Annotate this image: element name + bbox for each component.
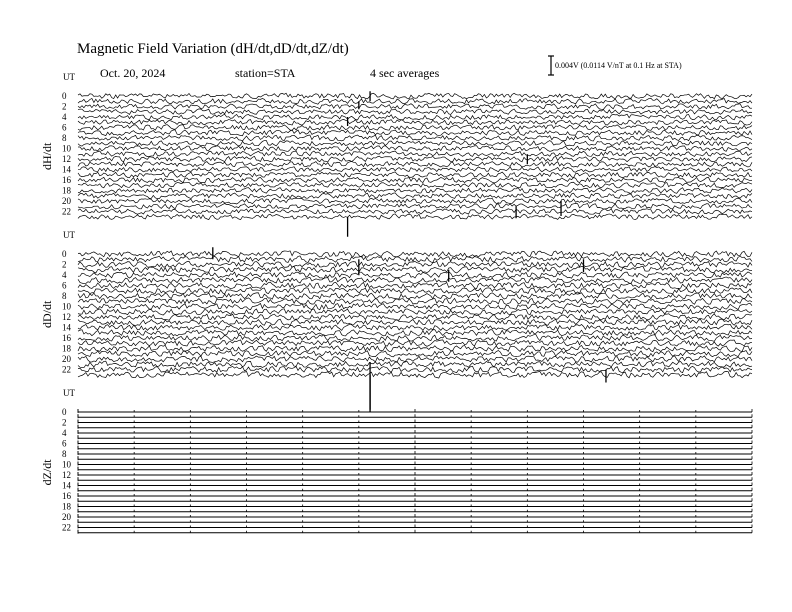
panel-dd-dt <box>40 230 752 410</box>
trace-line <box>78 151 752 157</box>
trace-line <box>78 156 752 162</box>
trace-line <box>78 366 752 372</box>
hour-label: 8 <box>62 449 67 459</box>
hour-label: 12 <box>62 154 71 164</box>
hour-label: 14 <box>62 480 71 491</box>
trace-line <box>78 351 752 357</box>
trace-line <box>78 172 752 178</box>
trace-line <box>78 198 752 204</box>
ut-axis-label: UT <box>63 388 75 398</box>
hour-label: 0 <box>62 407 67 417</box>
hour-label: 22 <box>62 522 71 533</box>
panel-dh-dt <box>40 72 752 237</box>
hour-label: 6 <box>62 122 67 133</box>
trace-line <box>78 167 752 172</box>
station-label: station=STA <box>235 66 296 80</box>
scale-bar-label: 0.004V (0.0114 V/nT at 0.1 Hz at STA) <box>555 61 682 70</box>
hour-label: 22 <box>62 206 71 217</box>
trace-line <box>78 272 752 278</box>
hour-label: 18 <box>62 343 71 354</box>
hour-label: 2 <box>62 101 67 112</box>
hour-label: 6 <box>62 438 67 449</box>
trace-line <box>78 314 752 320</box>
trace-line <box>78 209 752 214</box>
trace-line <box>78 309 752 315</box>
component-ylabel: dH/dt <box>40 142 54 171</box>
trace-line <box>78 109 752 115</box>
trace-line <box>78 177 752 183</box>
hour-label: 2 <box>62 259 67 270</box>
hour-label: 10 <box>62 459 71 470</box>
trace-line <box>78 303 752 309</box>
trace-line <box>78 251 752 257</box>
hour-label: 16 <box>62 333 71 343</box>
hour-label: 18 <box>62 185 71 196</box>
hour-label: 0 <box>62 91 67 101</box>
trace-line <box>78 371 752 378</box>
trace-line <box>78 335 752 342</box>
trace-line <box>78 140 752 146</box>
trace-line <box>78 119 752 125</box>
hour-label: 20 <box>62 512 71 522</box>
trace-line <box>78 98 752 104</box>
trace-line <box>78 293 752 299</box>
component-ylabel: dZ/dt <box>40 459 54 486</box>
scale-bar <box>548 56 682 75</box>
hour-label: 12 <box>62 470 71 480</box>
hour-label: 10 <box>62 301 71 312</box>
hour-label: 18 <box>62 501 71 512</box>
hour-label: 22 <box>62 364 71 375</box>
trace-line <box>78 203 752 209</box>
hour-label: 4 <box>62 270 67 280</box>
panel-dz-dt <box>40 362 752 534</box>
trace-line <box>78 182 752 188</box>
trace-line <box>78 330 752 336</box>
trace-line <box>78 288 752 294</box>
component-ylabel: dD/dt <box>40 300 54 329</box>
hour-label: 2 <box>62 417 67 428</box>
trace-line <box>78 361 752 368</box>
averaging-label: 4 sec averages <box>370 66 440 80</box>
hour-label: 6 <box>62 280 67 291</box>
trace-line <box>78 114 752 120</box>
trace-line <box>78 135 752 141</box>
ut-axis-label: UT <box>63 230 75 240</box>
trace-line <box>78 146 752 152</box>
hour-label: 12 <box>62 312 71 322</box>
trace-line <box>78 104 752 110</box>
trace-line <box>78 188 752 194</box>
hour-label: 4 <box>62 112 67 122</box>
date-label: Oct. 20, 2024 <box>100 66 166 80</box>
trace-line <box>78 266 752 273</box>
hour-label: 16 <box>62 491 71 501</box>
trace-line <box>78 125 752 131</box>
chart-title: Magnetic Field Variation (dH/dt,dD/dt,dZ/dt) <box>77 41 349 57</box>
trace-line <box>78 319 752 325</box>
panels <box>40 72 752 534</box>
hour-label: 4 <box>62 428 67 438</box>
hour-label: 14 <box>62 164 71 175</box>
trace-line <box>78 193 752 199</box>
hour-label: 10 <box>62 143 71 154</box>
hour-label: 8 <box>62 133 67 143</box>
trace-line <box>78 161 752 167</box>
hour-label: 20 <box>62 354 71 364</box>
hour-label: 16 <box>62 175 71 185</box>
hour-label: 14 <box>62 322 71 333</box>
trace-line <box>78 345 752 351</box>
hour-label: 8 <box>62 291 67 301</box>
hour-label: 0 <box>62 249 67 259</box>
ut-axis-label: UT <box>63 72 75 82</box>
hour-label: 20 <box>62 196 71 206</box>
trace-line <box>78 214 752 220</box>
trace-line <box>78 340 752 346</box>
